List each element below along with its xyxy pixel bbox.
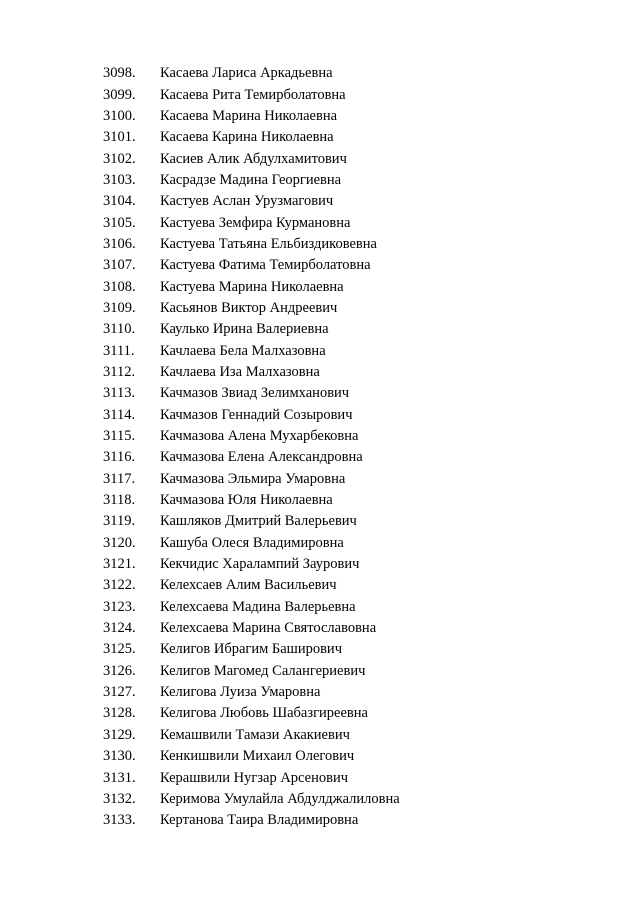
- entry-number: 3126.: [103, 662, 136, 679]
- entry-name: Келехсаева Марина Святославовна: [160, 620, 377, 637]
- entry-number: 3099.: [103, 86, 136, 103]
- entry-name: Кенкишвили Михаил Олегович: [160, 748, 355, 765]
- entry-name: Келехсаева Мадина Валерьевна: [160, 598, 356, 615]
- list-item: [103, 639, 400, 660]
- list-item: [103, 746, 400, 767]
- entry-number: 3125.: [103, 641, 136, 658]
- entry-name: Касаева Рита Темирболатовна: [160, 86, 346, 103]
- entry-name: Касиев Алик Абдулхамитович: [160, 150, 347, 167]
- entry-name: Качлаева Иза Малхазовна: [160, 363, 320, 380]
- entry-name: Келигова Луиза Умаровна: [160, 684, 321, 701]
- entry-name: Келигов Магомед Салангериевич: [160, 662, 366, 679]
- name-list: [103, 63, 400, 831]
- list-item: [103, 618, 400, 639]
- entry-number: 3107.: [103, 257, 136, 274]
- list-item: [103, 661, 400, 682]
- entry-name: Кашляков Дмитрий Валерьевич: [160, 513, 357, 530]
- entry-name: Кастуева Фатима Темирболатовна: [160, 257, 371, 274]
- list-item: [103, 575, 400, 596]
- list-item: [103, 63, 400, 84]
- entry-number: 3106.: [103, 235, 136, 252]
- entry-number: 3122.: [103, 577, 136, 594]
- entry-name: Качмазов Звиад Зелимханович: [160, 385, 350, 402]
- entry-name: Качмазова Алена Мухарбековна: [160, 428, 359, 445]
- entry-number: 3113.: [103, 385, 136, 402]
- list-item: [103, 148, 400, 169]
- entry-name: Келехсаев Алим Васильевич: [160, 577, 337, 594]
- entry-number: 3127.: [103, 684, 136, 701]
- entry-number: 3124.: [103, 620, 136, 637]
- entry-name: Кастуев Аслан Урузмагович: [160, 193, 334, 210]
- entry-name: Кертанова Таира Владимировна: [160, 812, 359, 829]
- entry-number: 3112.: [103, 363, 136, 380]
- entry-number: 3101.: [103, 129, 136, 146]
- list-item: [103, 703, 400, 724]
- entry-name: Качмазов Геннадий Созырович: [160, 406, 353, 423]
- entry-name: Качмазова Юля Николаевна: [160, 492, 333, 509]
- list-item: [103, 789, 400, 810]
- list-item: [103, 767, 400, 788]
- entry-number: 3120.: [103, 534, 136, 551]
- entry-name: Касаева Лариса Аркадьевна: [160, 65, 333, 82]
- entry-name: Керашвили Нугзар Арсенович: [160, 769, 349, 786]
- list-item: [103, 383, 400, 404]
- entry-name: Кекчидис Харалампий Заурович: [160, 556, 360, 573]
- list-item: [103, 490, 400, 511]
- entry-number: 3115.: [103, 428, 136, 445]
- entry-number: 3117.: [103, 470, 136, 487]
- entry-number: 3129.: [103, 726, 136, 743]
- list-item: [103, 276, 400, 297]
- entry-name: Касаева Карина Николаевна: [160, 129, 334, 146]
- list-item: [103, 554, 400, 575]
- entry-number: 3104.: [103, 193, 136, 210]
- list-item: [103, 447, 400, 468]
- entry-number: 3108.: [103, 278, 136, 295]
- entry-number: 3111.: [103, 342, 135, 359]
- list-item: [103, 426, 400, 447]
- entry-name: Каулько Ирина Валериевна: [160, 321, 329, 338]
- list-item: [103, 810, 400, 831]
- entry-number: 3130.: [103, 748, 136, 765]
- list-item: [103, 255, 400, 276]
- entry-number: 3132.: [103, 790, 136, 807]
- entry-number: 3133.: [103, 812, 136, 829]
- entry-number: 3102.: [103, 150, 136, 167]
- list-item: [103, 405, 400, 426]
- entry-number: 3119.: [103, 513, 136, 530]
- entry-name: Касрадзе Мадина Георгиевна: [160, 171, 342, 188]
- entry-number: 3100.: [103, 107, 136, 124]
- list-item: [103, 469, 400, 490]
- list-item: [103, 84, 400, 105]
- list-item: [103, 106, 400, 127]
- entry-number: 3131.: [103, 769, 136, 786]
- entry-number: 3105.: [103, 214, 136, 231]
- entry-name: Касаева Марина Николаевна: [160, 107, 338, 124]
- entry-name: Кастуева Татьяна Ельбиздиковевна: [160, 235, 377, 252]
- list-item: [103, 191, 400, 212]
- entry-name: Керимова Умулайла Абдулджалиловна: [160, 790, 400, 807]
- entry-number: 3114.: [103, 406, 136, 423]
- entry-number: 3109.: [103, 299, 136, 316]
- entry-name: Кастуева Земфира Курмановна: [160, 214, 351, 231]
- entry-name: Келигова Любовь Шабазгиреевна: [160, 705, 368, 722]
- list-item: [103, 340, 400, 361]
- list-item: [103, 298, 400, 319]
- list-item: [103, 234, 400, 255]
- entry-number: 3121.: [103, 556, 136, 573]
- entry-name: Кастуева Марина Николаевна: [160, 278, 344, 295]
- entry-name: Келигов Ибрагим Баширович: [160, 641, 342, 658]
- list-item: [103, 511, 400, 532]
- entry-name: Касьянов Виктор Андреевич: [160, 299, 338, 316]
- entry-number: 3116.: [103, 449, 136, 466]
- entry-name: Качмазова Елена Александровна: [160, 449, 363, 466]
- entry-number: 3123.: [103, 598, 136, 615]
- list-item: [103, 597, 400, 618]
- entry-number: 3118.: [103, 492, 136, 509]
- list-item: [103, 362, 400, 383]
- entry-number: 3128.: [103, 705, 136, 722]
- list-item: [103, 212, 400, 233]
- list-item: [103, 533, 400, 554]
- list-item: [103, 170, 400, 191]
- entry-name: Качмазова Эльмира Умаровна: [160, 470, 346, 487]
- entry-name: Кашуба Олеся Владимировна: [160, 534, 344, 551]
- list-item: [103, 319, 400, 340]
- list-item: [103, 682, 400, 703]
- list-item: [103, 127, 400, 148]
- entry-number: 3098.: [103, 65, 136, 82]
- entry-number: 3110.: [103, 321, 136, 338]
- entry-name: Качлаева Бела Малхазовна: [160, 342, 326, 359]
- entry-number: 3103.: [103, 171, 136, 188]
- list-item: [103, 725, 400, 746]
- entry-name: Кемашвили Тамази Акакиевич: [160, 726, 350, 743]
